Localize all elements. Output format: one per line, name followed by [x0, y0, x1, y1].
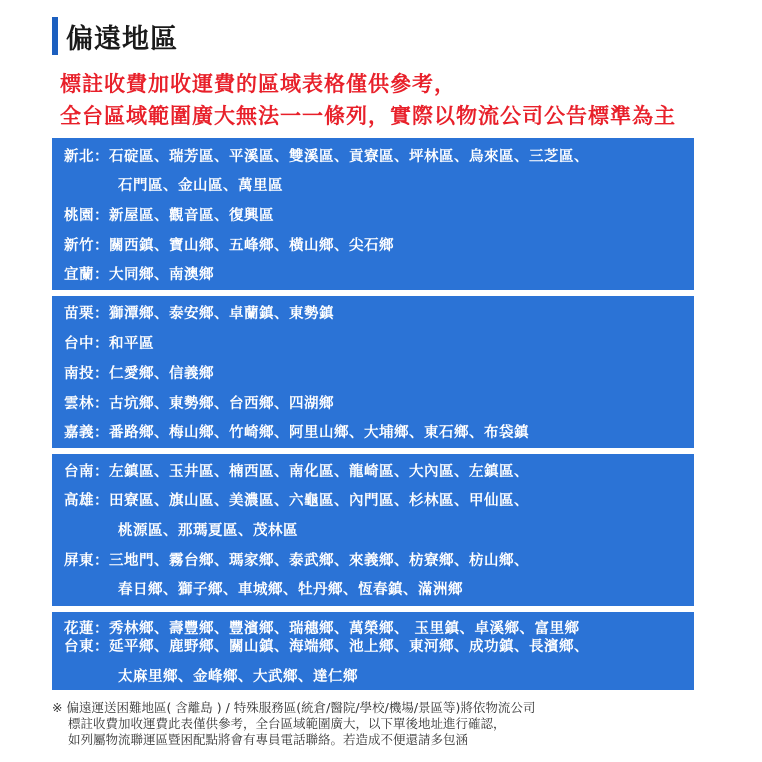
region-row [64, 362, 214, 383]
title-accent-bar [52, 17, 58, 55]
region-label: 高雄： [64, 493, 109, 509]
region-row [64, 263, 214, 284]
region-row [64, 489, 529, 510]
region-label: 雲林： [64, 396, 109, 412]
region-panel-east [52, 612, 694, 690]
region-panel-south [52, 454, 694, 606]
subtitle-line-2: 全台區域範圍廣大無法一一條列，實際以物流公司公告標準為主 [60, 104, 676, 128]
region-districts: 古坑鄉、東勢鄉、台西鄉、四湖鄉 [109, 396, 334, 412]
region-label: 新竹： [64, 238, 109, 254]
region-label: 苗栗： [64, 306, 109, 322]
region-row [64, 145, 589, 166]
region-row [64, 635, 589, 656]
region-label: 屏東： [64, 553, 109, 569]
footnote-line: ※ 偏遠運送困難地區( 含離島 ) / 特殊服務區(統倉/醫院/學校/機場/景區等)將依物流公司 [52, 700, 536, 715]
region-label: 台南： [64, 464, 109, 480]
region-districts: 關西鎮、寶山鄉、五峰鄉、橫山鄉、尖石鄉 [109, 238, 394, 254]
region-row [64, 302, 334, 323]
region-row-continued: 太麻里鄉、金峰鄉、大武鄉、達仁鄉 [118, 669, 358, 685]
region-districts: 和平區 [109, 336, 154, 352]
footnote [52, 700, 535, 748]
region-row [64, 204, 274, 225]
region-label: 桃園： [64, 208, 109, 224]
region-label: 台東： [64, 639, 109, 655]
region-label: 嘉義： [64, 425, 109, 441]
page-title: 偏遠地區 [66, 23, 178, 55]
footnote-line: 標註收費加收運費此表僅供參考，全台區域範圍廣大，以下單後地址進行確認， [68, 716, 506, 731]
page-header [52, 16, 178, 56]
region-label: 宜蘭： [64, 267, 109, 283]
region-row [64, 234, 394, 255]
region-label: 南投： [64, 366, 109, 382]
region-districts: 新屋區、觀音區、復興區 [109, 208, 274, 224]
region-panel-north [52, 138, 694, 290]
region-districts: 仁愛鄉、信義鄉 [109, 366, 214, 382]
region-row-continued: 石門區、金山區、萬里區 [118, 178, 283, 194]
region-row [64, 421, 529, 442]
region-districts: 大同鄉、南澳鄉 [109, 267, 214, 283]
region-label: 台中： [64, 336, 109, 352]
region-row-continued: 春日鄉、獅子鄉、車城鄉、牡丹鄉、恆春鎮、滿洲鄉 [118, 582, 463, 598]
region-row [64, 392, 334, 413]
region-districts: 番路鄉、梅山鄉、竹崎鄉、阿里山鄉、大埔鄉、東石鄉、布袋鎮 [109, 425, 529, 441]
region-districts: 左鎮區、玉井區、楠西區、南化區、龍崎區、大內區、左鎮區、 [109, 464, 529, 480]
region-row [64, 460, 529, 481]
region-districts: 獅潭鄉、泰安鄉、卓蘭鎮、東勢鎮 [109, 306, 334, 322]
region-label: 花蓮： [64, 621, 109, 637]
region-row [64, 332, 154, 353]
region-districts: 秀林鄉、壽豐鄉、豐濱鄉、瑞穗鄉、萬榮鄉、 玉里鎮、卓溪鄉、富里鄉 [109, 621, 580, 637]
region-panel-central [52, 296, 694, 448]
region-row-continued: 桃源區、那瑪夏區、茂林區 [118, 523, 298, 539]
subtitle-line-1: 標註收費加收運費的區域表格僅供參考， [60, 72, 456, 96]
region-districts: 三地門、霧台鄉、瑪家鄉、泰武鄉、來義鄉、枋寮鄉、枋山鄉、 [109, 553, 529, 569]
region-row [64, 549, 529, 570]
region-districts: 延平鄉、鹿野鄉、關山鎮、海端鄉、池上鄉、東河鄉、成功鎮、長濱鄉、 [109, 639, 589, 655]
region-districts: 田寮區、旗山區、美濃區、六龜區、內門區、杉林區、甲仙區、 [109, 493, 529, 509]
region-districts: 石碇區、瑞芳區、平溪區、雙溪區、貢寮區、坪林區、烏來區、三芝區、 [109, 149, 589, 165]
footnote-line: 如列屬物流聯運區暨困配點將會有專員電話聯絡。若造成不便還請多包涵 [68, 732, 469, 747]
region-label: 新北： [64, 149, 109, 165]
